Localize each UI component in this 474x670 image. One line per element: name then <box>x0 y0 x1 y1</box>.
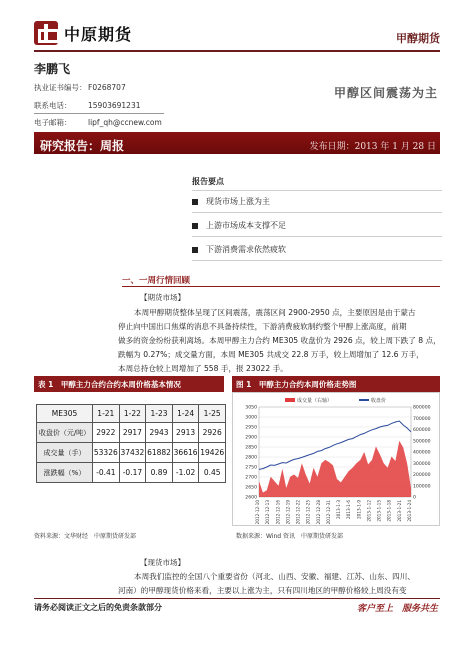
key-points-divider <box>192 236 442 237</box>
paragraph-line: 停止向中国出口焦煤的消息不具备持续性，下游消费疲软制约整个甲醇上涨高度，前期 <box>118 322 407 331</box>
spot-paragraph <box>118 570 442 598</box>
x-tick-label: 2013-1-12 <box>366 500 372 522</box>
spot-market-label: 【现货市场】 <box>140 558 185 567</box>
table-cell: 2943 <box>146 423 173 443</box>
cert-value: F0268707 <box>88 83 126 92</box>
table-cell: 2917 <box>119 423 146 443</box>
right-tick-label: 300000 <box>413 461 431 467</box>
x-tick-label: 2012-12-22 <box>295 500 301 525</box>
table-header-cell: 1-23 <box>146 405 173 423</box>
left-tick-label: 3000 <box>245 415 257 421</box>
chart-legend <box>285 397 386 404</box>
x-tick-label: 2012-12-10 <box>255 500 260 525</box>
key-point-text: 现货市场上涨为主 <box>206 197 270 206</box>
table-header-cell: 1-24 <box>172 405 199 423</box>
left-tick-label: 2750 <box>245 465 257 471</box>
footer-divider <box>34 598 440 599</box>
table-cell: 36616 <box>172 443 199 463</box>
paragraph-line: 本周我们监控的全国八个重要省份（河北、山西、安徽、福建、江苏、山东、四川、 <box>134 572 415 581</box>
report-title: 甲醇区间震荡为主 <box>333 86 438 100</box>
legend-swatch-volume <box>285 398 295 402</box>
key-points-title: 报告要点 <box>192 177 224 186</box>
x-tick-label: 2013-1-18 <box>386 500 392 522</box>
paragraph-line: 跌幅为 0.27%；成交量方面，本周 ME305 共成交 22.8 万手，较上周增加了 12.6 万手， <box>118 350 424 359</box>
x-tick-label: 2013-1-24 <box>407 500 412 522</box>
disclaimer-note: 请务必阅读正文之后的免责条款部分 <box>34 603 162 612</box>
author-name: 李鹏飞 <box>34 62 71 76</box>
chart-source: 数据来源：Wind 资讯 中原期货研发部 <box>236 533 343 540</box>
left-tick-label: 2650 <box>245 485 257 491</box>
left-tick-label: 2950 <box>245 425 257 431</box>
table-cell: 61882 <box>146 443 173 463</box>
section-heading: 一、一周行情回顾 <box>122 276 191 286</box>
x-tick-label: 2013-1-6 <box>346 500 352 520</box>
right-tick-label: 500000 <box>413 439 431 445</box>
chart-title: 图 1 甲醇主力合约本周价格走势图 <box>236 380 357 389</box>
email-value[interactable]: lipf_qh@ccnew.com <box>88 118 162 127</box>
price-volume-chart <box>233 393 439 525</box>
paragraph-line: 做多的资金纷纷获利离场。本周甲醇主力合约 ME305 收盘价为 2926 点，较上周下跌了 8 点， <box>118 336 441 345</box>
logo-mark-icon <box>34 21 58 45</box>
company-logo <box>34 20 146 46</box>
email-line <box>34 117 162 128</box>
phone-line <box>34 100 141 111</box>
chart-frame <box>232 392 440 526</box>
square-bullet-icon <box>192 199 198 205</box>
x-tick-label: 2012-12-28 <box>315 500 321 525</box>
row-label: 收盘价（元/吨） <box>37 423 93 443</box>
futures-paragraph <box>118 306 442 376</box>
right-tick-label: 0 <box>413 495 416 501</box>
table-row <box>37 423 226 443</box>
paragraph-line: 本周甲醇期货整体呈现了区间震荡，震荡区间 2900-2950 点，主要原因是由于蒙古 <box>134 308 416 317</box>
key-point-item <box>192 220 286 231</box>
left-tick-label: 2850 <box>245 445 257 451</box>
table-cell: 2913 <box>172 423 199 443</box>
left-tick-label: 2600 <box>245 495 257 501</box>
table-cell: 37432 <box>119 443 146 463</box>
x-tick-label: 2013-1-21 <box>396 500 402 522</box>
logo-text: 中原期货 <box>64 24 133 44</box>
table-cell: -0.17 <box>119 463 146 483</box>
table-cell: 2922 <box>93 423 120 443</box>
table-cell: 19426 <box>199 443 226 463</box>
table-header-cell: 1-22 <box>119 405 146 423</box>
table-header-cell: 1-21 <box>93 405 120 423</box>
table-header-cell: 1-25 <box>199 405 226 423</box>
x-tick-label: 2013-1-9 <box>356 500 362 520</box>
right-tick-label: 200000 <box>413 473 431 479</box>
table-cell: 2926 <box>199 423 226 443</box>
left-axis-ticks <box>245 405 257 501</box>
key-point-text: 下游消费需求依然疲软 <box>206 245 286 254</box>
x-tick-label: 2013-1-15 <box>376 500 382 522</box>
legend-label: 成交量（右轴） <box>297 398 333 404</box>
publish-date: 发布日期：2013 年 1 月 28 日 <box>309 142 436 152</box>
email-label: 电子邮箱： <box>34 118 72 127</box>
table-header-cell: ME305 <box>37 405 93 423</box>
left-tick-label: 2700 <box>245 475 257 481</box>
table-cell: 0.45 <box>199 463 226 483</box>
futures-market-label: 【期货市场】 <box>140 293 185 302</box>
info-divider <box>34 113 164 114</box>
right-tick-label: 600000 <box>413 428 431 434</box>
left-tick-label: 2800 <box>245 455 257 461</box>
x-tick-label: 2012-12-19 <box>285 500 291 525</box>
right-tick-label: 800000 <box>413 405 431 411</box>
table-row <box>37 463 226 483</box>
phone-value: 15903691231 <box>88 101 141 110</box>
x-tick-label: 2013-1-3 <box>336 500 342 520</box>
table-cell: 0.89 <box>146 463 173 483</box>
phone-label: 联系电话： <box>34 101 72 110</box>
table-cell: -0.41 <box>93 463 120 483</box>
legend-label: 收盘价 <box>371 398 387 404</box>
key-points-divider <box>192 212 442 213</box>
section-divider <box>122 286 440 287</box>
paragraph-line: 河南）的甲醇现货价格来看，主要以上涨为主，只有四川地区的甲醇价格较上周没有变 <box>118 586 407 595</box>
right-tick-label: 700000 <box>413 416 431 422</box>
table-row <box>37 443 226 463</box>
banner-title: 研究报告：周报 <box>40 139 125 153</box>
table-source: 资料来源：文华财经 中原期货研发部 <box>34 533 137 540</box>
right-axis-ticks <box>413 405 431 501</box>
paragraph-line: 本周总持仓较上周增加了 558 手，报 23022 手。 <box>118 364 288 373</box>
square-bullet-icon <box>192 223 198 229</box>
x-tick-label: 2012-12-16 <box>275 500 281 525</box>
x-tick-label: 2012-12-25 <box>305 500 311 525</box>
header-divider <box>34 50 440 52</box>
table-cell: 53326 <box>93 443 120 463</box>
square-bullet-icon <box>192 247 198 253</box>
key-points-divider <box>192 260 442 261</box>
price-table <box>36 404 226 483</box>
header-product-name: 甲醇期货 <box>396 32 440 45</box>
x-tick-label: 2012-12-31 <box>325 500 331 525</box>
table-header-row <box>37 405 226 423</box>
right-tick-label: 100000 <box>413 484 431 490</box>
row-label: 涨跌幅（%） <box>37 463 93 483</box>
row-label: 成交量（手） <box>37 443 93 463</box>
legend-swatch-price <box>359 399 369 401</box>
left-tick-label: 2900 <box>245 435 257 441</box>
footer-slogan: 客户至上 服务共生 <box>356 604 438 614</box>
table-title: 表 1 甲醇主力合约合约本周价格基本情况 <box>38 380 181 389</box>
table-cell: -1.02 <box>172 463 199 483</box>
right-tick-label: 400000 <box>413 450 431 456</box>
key-point-item <box>192 196 270 207</box>
x-axis-ticks <box>255 500 412 525</box>
x-tick-label: 2012-12-13 <box>265 500 271 525</box>
key-point-text: 上游市场成本支撑不足 <box>206 221 286 230</box>
left-tick-label: 3050 <box>245 405 257 411</box>
cert-line <box>34 82 126 93</box>
cert-label: 执业证书编号： <box>34 83 87 92</box>
key-point-item <box>192 244 286 255</box>
key-points-divider <box>192 190 442 191</box>
